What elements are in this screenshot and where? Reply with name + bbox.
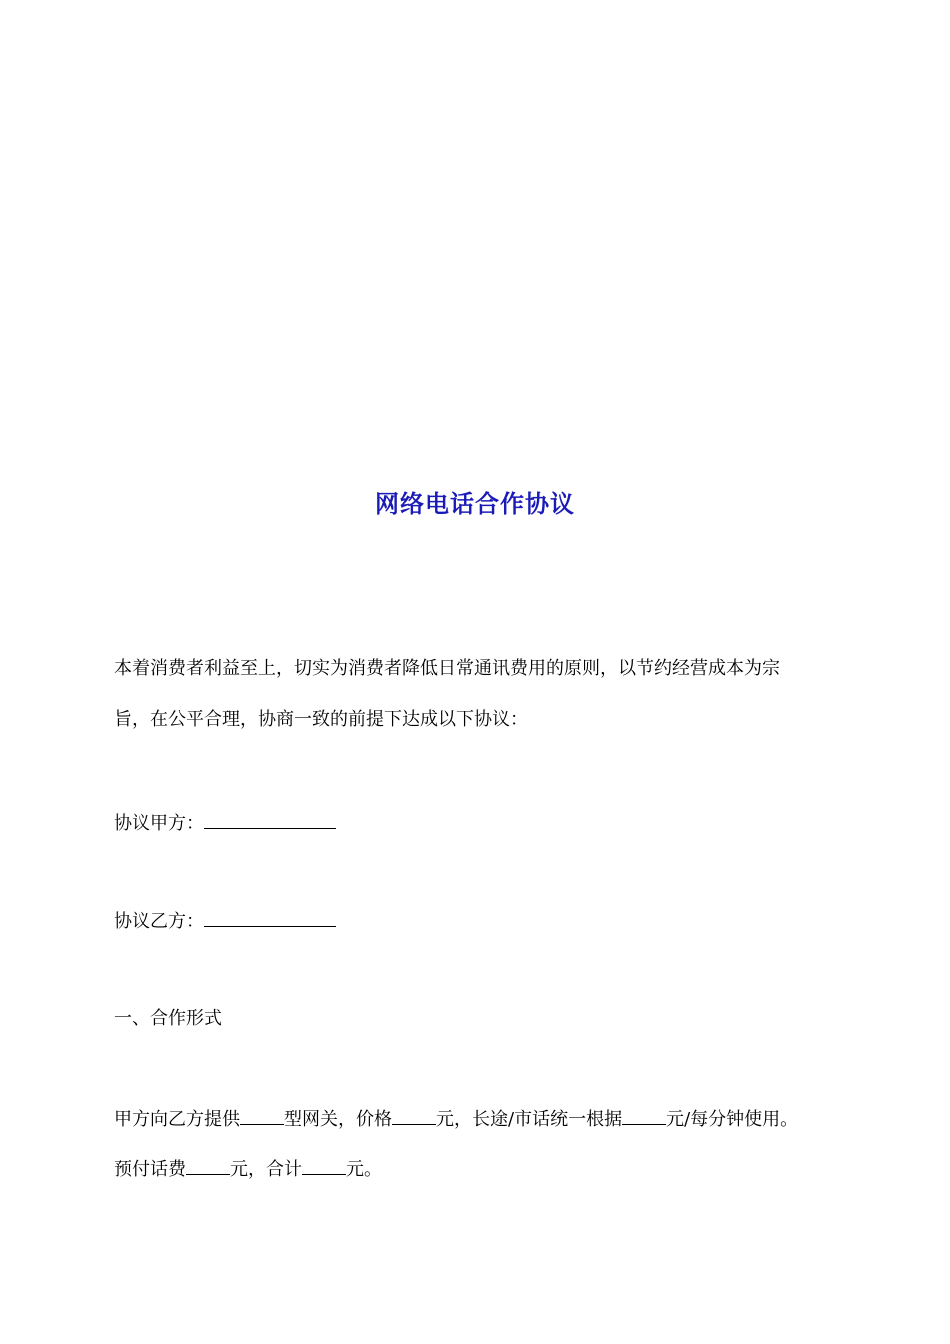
prepaid-blank — [186, 1156, 230, 1175]
section-1-heading: 一、合作形式 — [114, 1008, 222, 1029]
party-b-blank — [204, 908, 336, 927]
section-1-paragraph-line-2 — [114, 1156, 382, 1182]
party-a-blank — [204, 810, 336, 829]
section-1-paragraph-line-1 — [114, 1106, 798, 1132]
text-segment: 甲方向乙方提供 — [114, 1109, 240, 1130]
party-a-label: 协议甲方： — [114, 813, 204, 834]
party-b-label: 协议乙方： — [114, 911, 204, 932]
document-title: 网络电话合作协议 — [375, 489, 575, 518]
text-segment: 元/每分钟使用。 — [666, 1109, 799, 1130]
intro-paragraph-line-2: 旨，在公平合理，协商一致的前提下达成以下协议： — [114, 709, 528, 730]
price-blank — [392, 1106, 436, 1125]
text-segment: 元，长途/市话统一根据 — [436, 1109, 623, 1130]
text-segment: 型网关，价格 — [284, 1109, 392, 1130]
text-segment: 预付话费 — [114, 1159, 186, 1180]
total-blank — [302, 1156, 346, 1175]
intro-paragraph-line-1: 本着消费者利益至上，切实为消费者降低日常通讯费用的原则，以节约经营成本为宗 — [114, 658, 780, 679]
rate-blank — [622, 1106, 666, 1125]
party-b-line — [114, 908, 336, 934]
text-segment: 元，合计 — [230, 1159, 302, 1180]
party-a-line — [114, 810, 336, 836]
text-segment: 元。 — [346, 1159, 382, 1180]
gateway-model-blank — [240, 1106, 284, 1125]
